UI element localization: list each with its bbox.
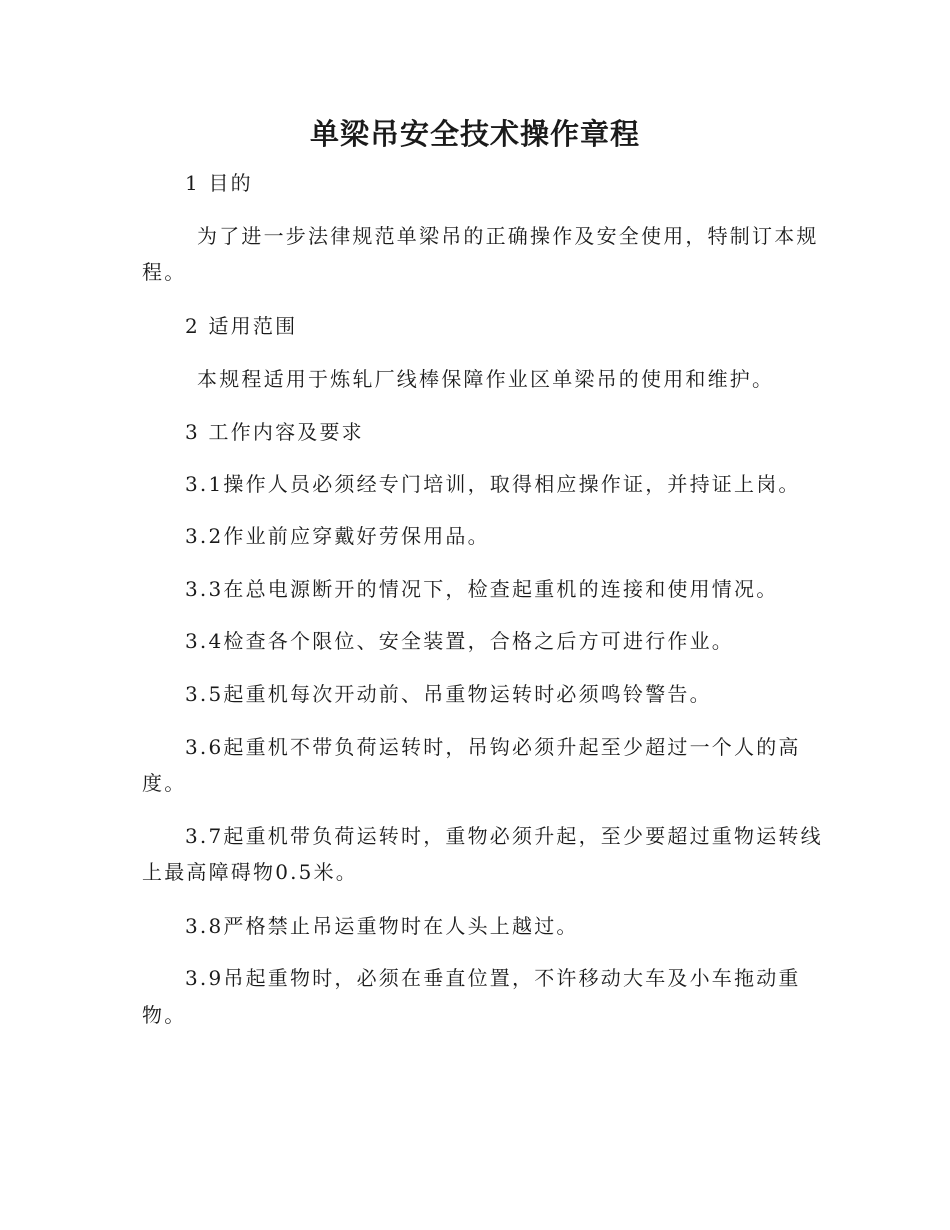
- paragraph-scope: 本规程适用于炼轧厂线棒保障作业区单梁吊的使用和维护。: [197, 367, 775, 391]
- section-heading-purpose: 1 目的: [185, 171, 253, 195]
- clause-3-4: 3.4检查各个限位、安全装置，合格之后方可进行作业。: [185, 629, 735, 653]
- clause-3-9-line-1: 3.9吊起重物时，必须在垂直位置，不许移动大车及小车拖动重: [185, 966, 801, 990]
- clause-3-1: 3.1操作人员必须经专门培训，取得相应操作证，并持证上岗。: [185, 472, 801, 496]
- clause-3-6-line-2: 度。: [142, 771, 187, 795]
- paragraph-purpose-line-1: 为了进一步法律规范单梁吊的正确操作及安全使用，特制订本规: [197, 224, 819, 248]
- clause-3-5: 3.5起重机每次开动前、吊重物运转时必须鸣铃警告。: [185, 682, 712, 706]
- section-heading-requirements: 3 工作内容及要求: [185, 420, 364, 444]
- clause-3-9-line-2: 物。: [142, 1003, 187, 1027]
- section-heading-scope: 2 适用范围: [185, 314, 298, 338]
- clause-3-8: 3.8严格禁止吊运重物时在人头上越过。: [185, 914, 579, 938]
- clause-3-7-line-1: 3.7起重机带负荷运转时，重物必须升起，至少要超过重物运转线: [185, 824, 823, 848]
- clause-3-7-line-2: 上最高障碍物0.5米。: [142, 860, 359, 884]
- document-title: 单梁吊安全技术操作章程: [309, 117, 640, 151]
- clause-3-2: 3.2作业前应穿戴好劳保用品。: [185, 524, 490, 548]
- paragraph-purpose-line-2: 程。: [142, 260, 187, 284]
- clause-3-6-line-1: 3.6起重机不带负荷运转时，吊钩必须升起至少超过一个人的高: [185, 735, 801, 759]
- clause-3-3: 3.3在总电源断开的情况下，检查起重机的连接和使用情况。: [185, 577, 779, 601]
